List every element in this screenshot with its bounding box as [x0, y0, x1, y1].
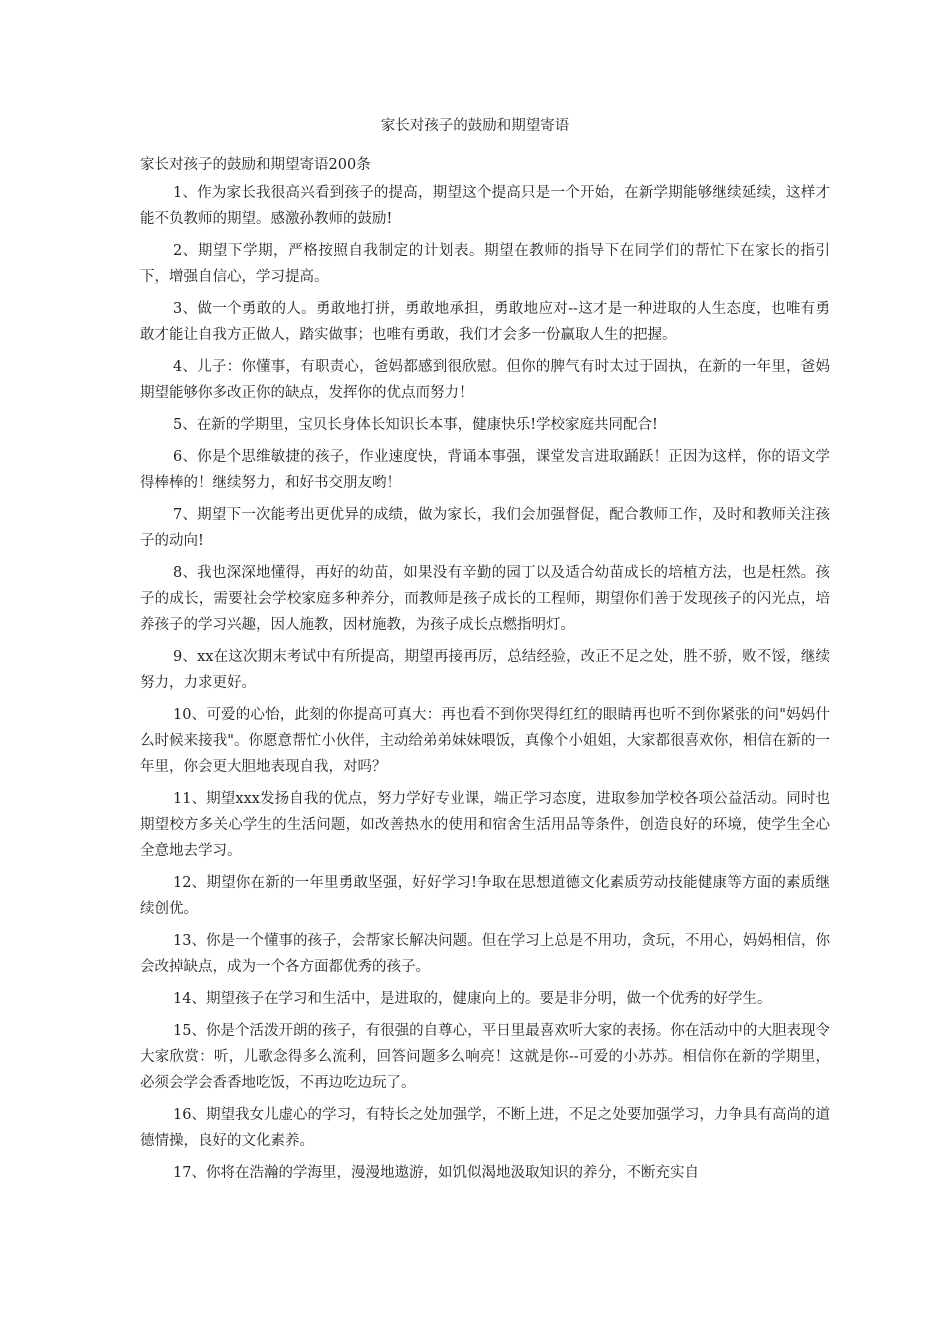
list-item: 12、期望你在新的一年里勇敢坚强，好好学习!争取在思想道德文化素质劳动技能健康等方面的素质继续创优。 — [140, 875, 830, 917]
list-item: 6、你是个思维敏捷的孩子，作业速度快，背诵本事强，课堂发言进取踊跃！正因为这样，你的语文学得棒棒的！继续努力，和好书交朋友哟！ — [140, 449, 830, 491]
list-item: 14、期望孩子在学习和生活中，是进取的，健康向上的。要是非分明，做一个优秀的好学生。 — [173, 991, 772, 1007]
document-subtitle: 家长对孩子的鼓励和期望寄语200条 — [140, 157, 371, 173]
list-item: 5、在新的学期里，宝贝长身体长知识长本事，健康快乐!学校家庭共同配合! — [173, 417, 658, 433]
message-list — [140, 180, 830, 1192]
list-item: 2、期望下学期，严格按照自我制定的计划表。期望在教师的指导下在同学们的帮忙下在家长的指引下，增强自信心，学习提高。 — [140, 243, 830, 285]
list-item: 15、你是个活泼开朗的孩子，有很强的自尊心，平日里最喜欢听大家的表扬。你在活动中的大胆表现令大家欣赏：听，儿歌念得多么流利，回答问题多么响亮！这就是你--可爱的小苏苏。相信你在新的学期里，必须会学会香香地吃饭，不再边吃边玩了。 — [140, 1023, 830, 1091]
list-item: 17、你将在浩瀚的学海里，漫漫地遨游，如饥似渴地汲取知识的养分，不断充实自 — [173, 1165, 699, 1181]
list-item: 9、xx在这次期末考试中有所提高，期望再接再厉，总结经验，改正不足之处，胜不骄，败不馁，继续努力，力求更好。 — [140, 649, 830, 691]
list-item: 3、做一个勇敢的人。勇敢地打拼，勇敢地承担，勇敢地应对--这才是一种进取的人生态度，也唯有勇敢才能让自我方正做人，踏实做事；也唯有勇敢，我们才会多一份赢取人生的把握。 — [140, 301, 830, 343]
list-item: 8、我也深深地懂得，再好的幼苗，如果没有辛勤的园丁以及适合幼苗成长的培植方法，也是枉然。孩子的成长，需要社会学校家庭多种养分，而教师是孩子成长的工程师，期望你们善于发现孩子的闪光点，培养孩子的学习兴趣，因人施教，因材施教，为孩子成长点燃指明灯。 — [140, 565, 830, 633]
list-item: 13、你是一个懂事的孩子，会帮家长解决问题。但在学习上总是不用功，贪玩，不用心，妈妈相信，你会改掉缺点，成为一个各方面都优秀的孩子。 — [140, 933, 830, 975]
list-item: 11、期望xxx发扬自我的优点，努力学好专业课，端正学习态度，进取参加学校各项公益活动。同时也期望校方多关心学生的生活问题，如改善热水的使用和宿舍生活用品等条件，创造良好的环境，使学生全心全意地去学习。 — [140, 791, 830, 859]
document-title: 家长对孩子的鼓励和期望寄语 — [380, 118, 570, 134]
list-item: 16、期望我女儿虚心的学习，有特长之处加强学，不断上进，不足之处要加强学习，力争具有高尚的道德情操，良好的文化素养。 — [140, 1107, 830, 1149]
list-item: 7、期望下一次能考出更优异的成绩，做为家长，我们会加强督促，配合教师工作，及时和教师关注孩子的动向! — [140, 507, 830, 549]
list-item: 4、儿子：你懂事，有职责心，爸妈都感到很欣慰。但你的脾气有时太过于固执，在新的一年里，爸妈期望能够你多改正你的缺点，发挥你的优点而努力！ — [140, 359, 830, 401]
list-item: 10、可爱的心怡，此刻的你提高可真大：再也看不到你哭得红红的眼睛再也听不到你紧张的问"妈妈什么时候来接我"。你愿意帮忙小伙伴，主动给弟弟妹妹喂饭，真像个小姐姐，大家都很喜欢你，相信在新的一年里，你会更大胆地表现自我，对吗？ — [140, 707, 830, 775]
list-item: 1、作为家长我很高兴看到孩子的提高，期望这个提高只是一个开始，在新学期能够继续延续，这样才能不负教师的期望。感激孙教师的鼓励! — [140, 185, 830, 227]
